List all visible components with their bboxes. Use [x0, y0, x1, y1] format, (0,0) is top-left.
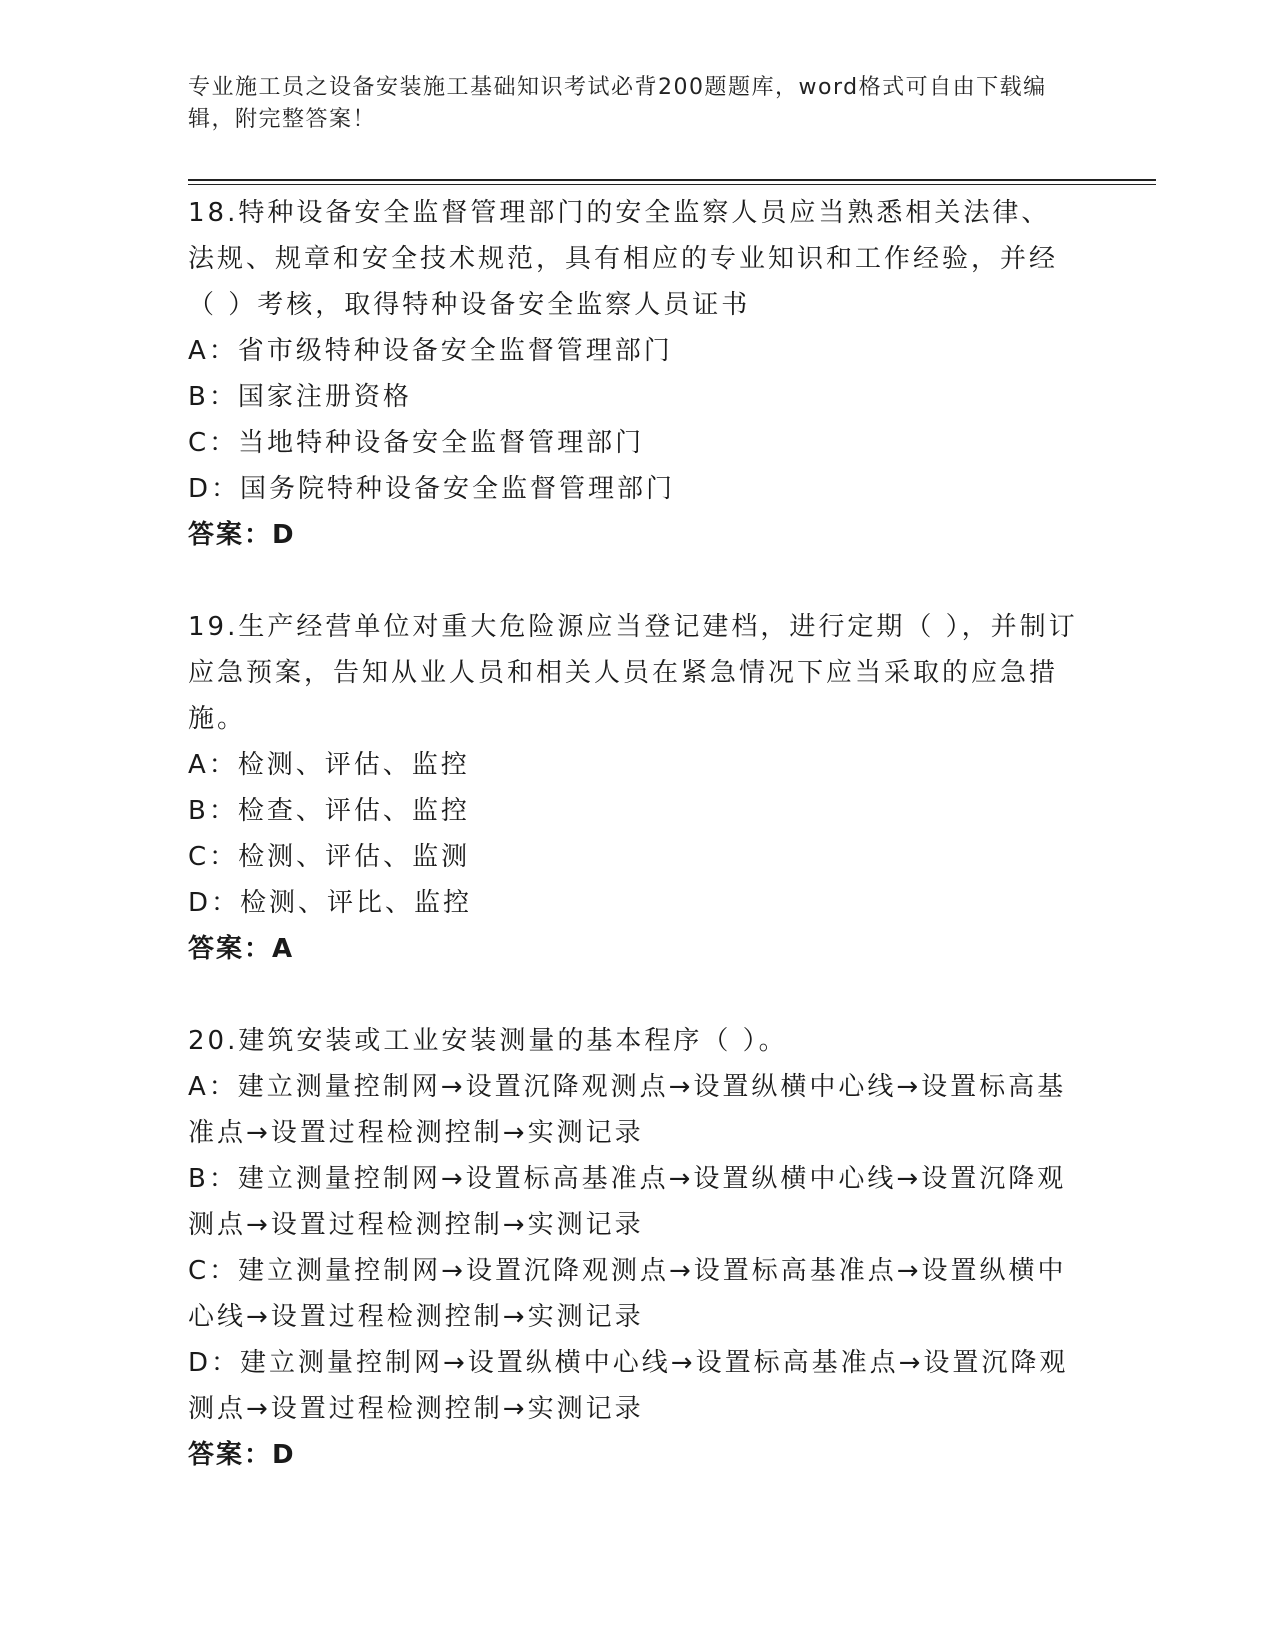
- option-b: B：建立测量控制网→设置标高基准点→设置纵横中心线→设置沉降观测点→设置过程检测控制→实测记录: [188, 1164, 1067, 1240]
- option-b: B：检查、评估、监控: [188, 796, 470, 826]
- option-a: A：建立测量控制网→设置沉降观测点→设置纵横中心线→设置标高基准点→设置过程检测控制→实测记录: [188, 1072, 1067, 1148]
- question-stem: 18.特种设备安全监督管理部门的安全监察人员应当熟悉相关法律、法规、规章和安全技术规范，具有相应的专业知识和工作经验，并经（ ）考核，取得特种设备安全监察人员证书: [188, 198, 1059, 320]
- option-b: B：国家注册资格: [188, 382, 412, 412]
- option-c: C：建立测量控制网→设置沉降观测点→设置标高基准点→设置纵横中心线→设置过程检测控制→实测记录: [188, 1256, 1067, 1332]
- option-a: A：省市级特种设备安全监督管理部门: [188, 336, 673, 366]
- option-d: D：国务院特种设备安全监督管理部门: [188, 474, 676, 504]
- answer: 答案：D: [188, 1440, 296, 1470]
- option-d: D：建立测量控制网→设置纵横中心线→设置标高基准点→设置沉降观测点→设置过程检测控制→实测记录: [188, 1348, 1069, 1424]
- question-20: [188, 1018, 1078, 1478]
- question-stem: 20.建筑安装或工业安装测量的基本程序（ ）。: [188, 1026, 788, 1056]
- question-18: [188, 190, 1078, 558]
- answer: 答案：D: [188, 520, 296, 550]
- option-c: C：检测、评估、监测: [188, 842, 471, 872]
- header-divider-thin: [188, 184, 1156, 185]
- option-c: C：当地特种设备安全监督管理部门: [188, 428, 645, 458]
- header-divider-thick: [188, 179, 1156, 181]
- option-a: A：检测、评估、监控: [188, 750, 470, 780]
- answer: 答案：A: [188, 934, 295, 964]
- document-header: 专业施工员之设备安装施工基础知识考试必背200题题库，word格式可自由下载编辑，附完整答案！: [188, 75, 1047, 132]
- questions-list: [188, 190, 1078, 1478]
- option-d: D：检测、评比、监控: [188, 888, 473, 918]
- question-19: [188, 604, 1078, 972]
- question-stem: 19.生产经营单位对重大危险源应当登记建档，进行定期（ ），并制订应急预案，告知从业人员和相关人员在紧急情况下应当采取的应急措施。: [188, 612, 1078, 734]
